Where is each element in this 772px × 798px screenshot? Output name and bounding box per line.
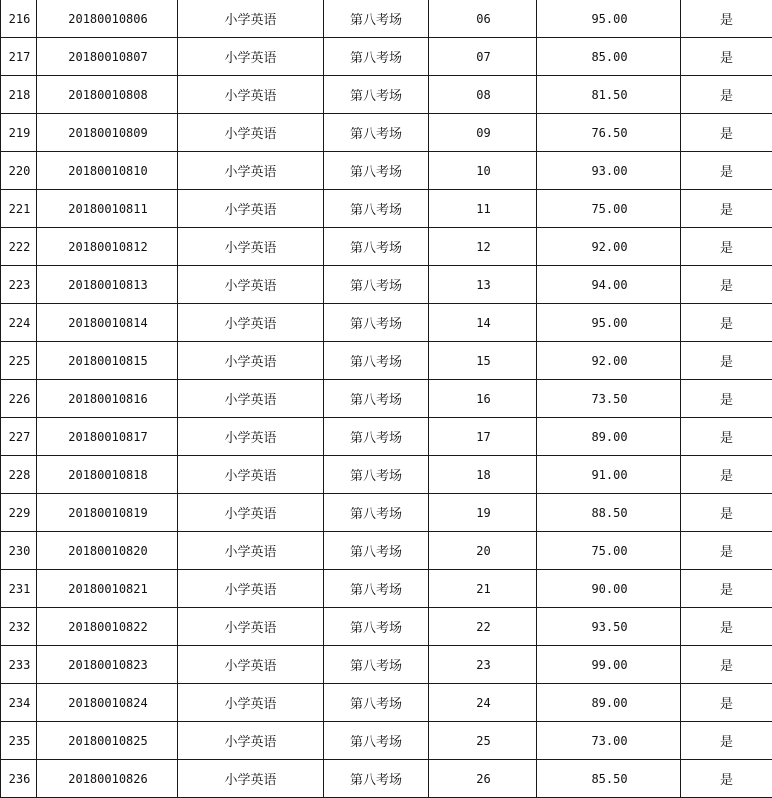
subject-cell: 小学英语 [178, 456, 324, 494]
score-cell: 85.50 [537, 760, 681, 798]
row-number-cell: 234 [1, 684, 37, 722]
qualified-cell: 是 [681, 304, 772, 342]
seat-number-cell: 20 [429, 532, 537, 570]
exam-room-cell: 第八考场 [324, 456, 429, 494]
seat-number-cell: 25 [429, 722, 537, 760]
exam-id-cell: 20180010807 [37, 38, 178, 76]
score-cell: 95.00 [537, 0, 681, 38]
qualified-cell: 是 [681, 608, 772, 646]
table-row [1, 418, 772, 456]
qualified-cell: 是 [681, 380, 772, 418]
qualified-cell: 是 [681, 418, 772, 456]
subject-cell: 小学英语 [178, 342, 324, 380]
exam-id-cell: 20180010819 [37, 494, 178, 532]
exam-room-cell: 第八考场 [324, 532, 429, 570]
score-cell: 90.00 [537, 570, 681, 608]
row-number-cell: 229 [1, 494, 37, 532]
qualified-cell: 是 [681, 684, 772, 722]
seat-number-cell: 21 [429, 570, 537, 608]
score-cell: 75.00 [537, 190, 681, 228]
exam-id-cell: 20180010818 [37, 456, 178, 494]
subject-cell: 小学英语 [178, 722, 324, 760]
qualified-cell: 是 [681, 342, 772, 380]
exam-id-cell: 20180010810 [37, 152, 178, 190]
subject-cell: 小学英语 [178, 228, 324, 266]
subject-cell: 小学英语 [178, 418, 324, 456]
seat-number-cell: 19 [429, 494, 537, 532]
score-cell: 73.50 [537, 380, 681, 418]
subject-cell: 小学英语 [178, 76, 324, 114]
subject-cell: 小学英语 [178, 646, 324, 684]
qualified-cell: 是 [681, 646, 772, 684]
table-row [1, 646, 772, 684]
subject-cell: 小学英语 [178, 532, 324, 570]
qualified-cell: 是 [681, 532, 772, 570]
score-table-body [1, 0, 772, 798]
subject-cell: 小学英语 [178, 608, 324, 646]
row-number-cell: 217 [1, 38, 37, 76]
score-cell: 73.00 [537, 722, 681, 760]
exam-room-cell: 第八考场 [324, 380, 429, 418]
score-cell: 89.00 [537, 418, 681, 456]
exam-id-cell: 20180010812 [37, 228, 178, 266]
score-cell: 85.00 [537, 38, 681, 76]
table-row [1, 38, 772, 76]
subject-cell: 小学英语 [178, 114, 324, 152]
score-cell: 89.00 [537, 684, 681, 722]
exam-room-cell: 第八考场 [324, 570, 429, 608]
row-number-cell: 232 [1, 608, 37, 646]
exam-id-cell: 20180010806 [37, 0, 178, 38]
table-row [1, 228, 772, 266]
exam-id-cell: 20180010824 [37, 684, 178, 722]
row-number-cell: 221 [1, 190, 37, 228]
table-row [1, 0, 772, 38]
table-row [1, 152, 772, 190]
score-cell: 91.00 [537, 456, 681, 494]
row-number-cell: 227 [1, 418, 37, 456]
row-number-cell: 231 [1, 570, 37, 608]
qualified-cell: 是 [681, 152, 772, 190]
exam-id-cell: 20180010816 [37, 380, 178, 418]
seat-number-cell: 17 [429, 418, 537, 456]
score-cell: 95.00 [537, 304, 681, 342]
qualified-cell: 是 [681, 228, 772, 266]
score-cell: 93.00 [537, 152, 681, 190]
row-number-cell: 219 [1, 114, 37, 152]
exam-room-cell: 第八考场 [324, 38, 429, 76]
subject-cell: 小学英语 [178, 760, 324, 798]
seat-number-cell: 16 [429, 380, 537, 418]
exam-room-cell: 第八考场 [324, 266, 429, 304]
seat-number-cell: 08 [429, 76, 537, 114]
qualified-cell: 是 [681, 0, 772, 38]
exam-room-cell: 第八考场 [324, 722, 429, 760]
subject-cell: 小学英语 [178, 0, 324, 38]
subject-cell: 小学英语 [178, 494, 324, 532]
score-cell: 81.50 [537, 76, 681, 114]
exam-id-cell: 20180010826 [37, 760, 178, 798]
exam-id-cell: 20180010823 [37, 646, 178, 684]
qualified-cell: 是 [681, 76, 772, 114]
exam-room-cell: 第八考场 [324, 608, 429, 646]
table-row [1, 266, 772, 304]
qualified-cell: 是 [681, 114, 772, 152]
subject-cell: 小学英语 [178, 304, 324, 342]
table-row [1, 76, 772, 114]
row-number-cell: 235 [1, 722, 37, 760]
seat-number-cell: 13 [429, 266, 537, 304]
qualified-cell: 是 [681, 760, 772, 798]
table-row [1, 114, 772, 152]
row-number-cell: 228 [1, 456, 37, 494]
exam-id-cell: 20180010825 [37, 722, 178, 760]
score-cell: 92.00 [537, 228, 681, 266]
exam-id-cell: 20180010815 [37, 342, 178, 380]
exam-room-cell: 第八考场 [324, 494, 429, 532]
exam-room-cell: 第八考场 [324, 190, 429, 228]
exam-room-cell: 第八考场 [324, 114, 429, 152]
seat-number-cell: 24 [429, 684, 537, 722]
exam-room-cell: 第八考场 [324, 760, 429, 798]
table-row [1, 684, 772, 722]
exam-id-cell: 20180010811 [37, 190, 178, 228]
row-number-cell: 226 [1, 380, 37, 418]
seat-number-cell: 15 [429, 342, 537, 380]
table-row [1, 532, 772, 570]
table-row [1, 380, 772, 418]
exam-id-cell: 20180010821 [37, 570, 178, 608]
exam-id-cell: 20180010814 [37, 304, 178, 342]
seat-number-cell: 14 [429, 304, 537, 342]
qualified-cell: 是 [681, 722, 772, 760]
exam-room-cell: 第八考场 [324, 304, 429, 342]
score-cell: 92.00 [537, 342, 681, 380]
exam-id-cell: 20180010809 [37, 114, 178, 152]
qualified-cell: 是 [681, 494, 772, 532]
score-cell: 94.00 [537, 266, 681, 304]
exam-room-cell: 第八考场 [324, 228, 429, 266]
qualified-cell: 是 [681, 190, 772, 228]
exam-room-cell: 第八考场 [324, 0, 429, 38]
exam-room-cell: 第八考场 [324, 342, 429, 380]
subject-cell: 小学英语 [178, 570, 324, 608]
score-cell: 76.50 [537, 114, 681, 152]
score-cell: 88.50 [537, 494, 681, 532]
seat-number-cell: 09 [429, 114, 537, 152]
exam-room-cell: 第八考场 [324, 646, 429, 684]
row-number-cell: 236 [1, 760, 37, 798]
subject-cell: 小学英语 [178, 152, 324, 190]
seat-number-cell: 06 [429, 0, 537, 38]
seat-number-cell: 26 [429, 760, 537, 798]
exam-room-cell: 第八考场 [324, 152, 429, 190]
subject-cell: 小学英语 [178, 266, 324, 304]
row-number-cell: 223 [1, 266, 37, 304]
seat-number-cell: 07 [429, 38, 537, 76]
row-number-cell: 220 [1, 152, 37, 190]
seat-number-cell: 22 [429, 608, 537, 646]
exam-id-cell: 20180010817 [37, 418, 178, 456]
exam-id-cell: 20180010813 [37, 266, 178, 304]
score-cell: 75.00 [537, 532, 681, 570]
seat-number-cell: 23 [429, 646, 537, 684]
exam-id-cell: 20180010808 [37, 76, 178, 114]
table-row [1, 722, 772, 760]
seat-number-cell: 18 [429, 456, 537, 494]
table-row [1, 570, 772, 608]
seat-number-cell: 12 [429, 228, 537, 266]
row-number-cell: 233 [1, 646, 37, 684]
score-cell: 93.50 [537, 608, 681, 646]
qualified-cell: 是 [681, 570, 772, 608]
table-row [1, 190, 772, 228]
table-row [1, 494, 772, 532]
row-number-cell: 224 [1, 304, 37, 342]
seat-number-cell: 11 [429, 190, 537, 228]
seat-number-cell: 10 [429, 152, 537, 190]
subject-cell: 小学英语 [178, 380, 324, 418]
score-cell: 99.00 [537, 646, 681, 684]
row-number-cell: 230 [1, 532, 37, 570]
table-row [1, 342, 772, 380]
exam-room-cell: 第八考场 [324, 684, 429, 722]
exam-room-cell: 第八考场 [324, 418, 429, 456]
subject-cell: 小学英语 [178, 38, 324, 76]
subject-cell: 小学英语 [178, 684, 324, 722]
qualified-cell: 是 [681, 266, 772, 304]
exam-room-cell: 第八考场 [324, 76, 429, 114]
exam-id-cell: 20180010822 [37, 608, 178, 646]
row-number-cell: 218 [1, 76, 37, 114]
row-number-cell: 222 [1, 228, 37, 266]
subject-cell: 小学英语 [178, 190, 324, 228]
table-row [1, 608, 772, 646]
table-row [1, 304, 772, 342]
qualified-cell: 是 [681, 38, 772, 76]
table-row [1, 456, 772, 494]
exam-id-cell: 20180010820 [37, 532, 178, 570]
table-row [1, 760, 772, 798]
qualified-cell: 是 [681, 456, 772, 494]
row-number-cell: 216 [1, 0, 37, 38]
row-number-cell: 225 [1, 342, 37, 380]
